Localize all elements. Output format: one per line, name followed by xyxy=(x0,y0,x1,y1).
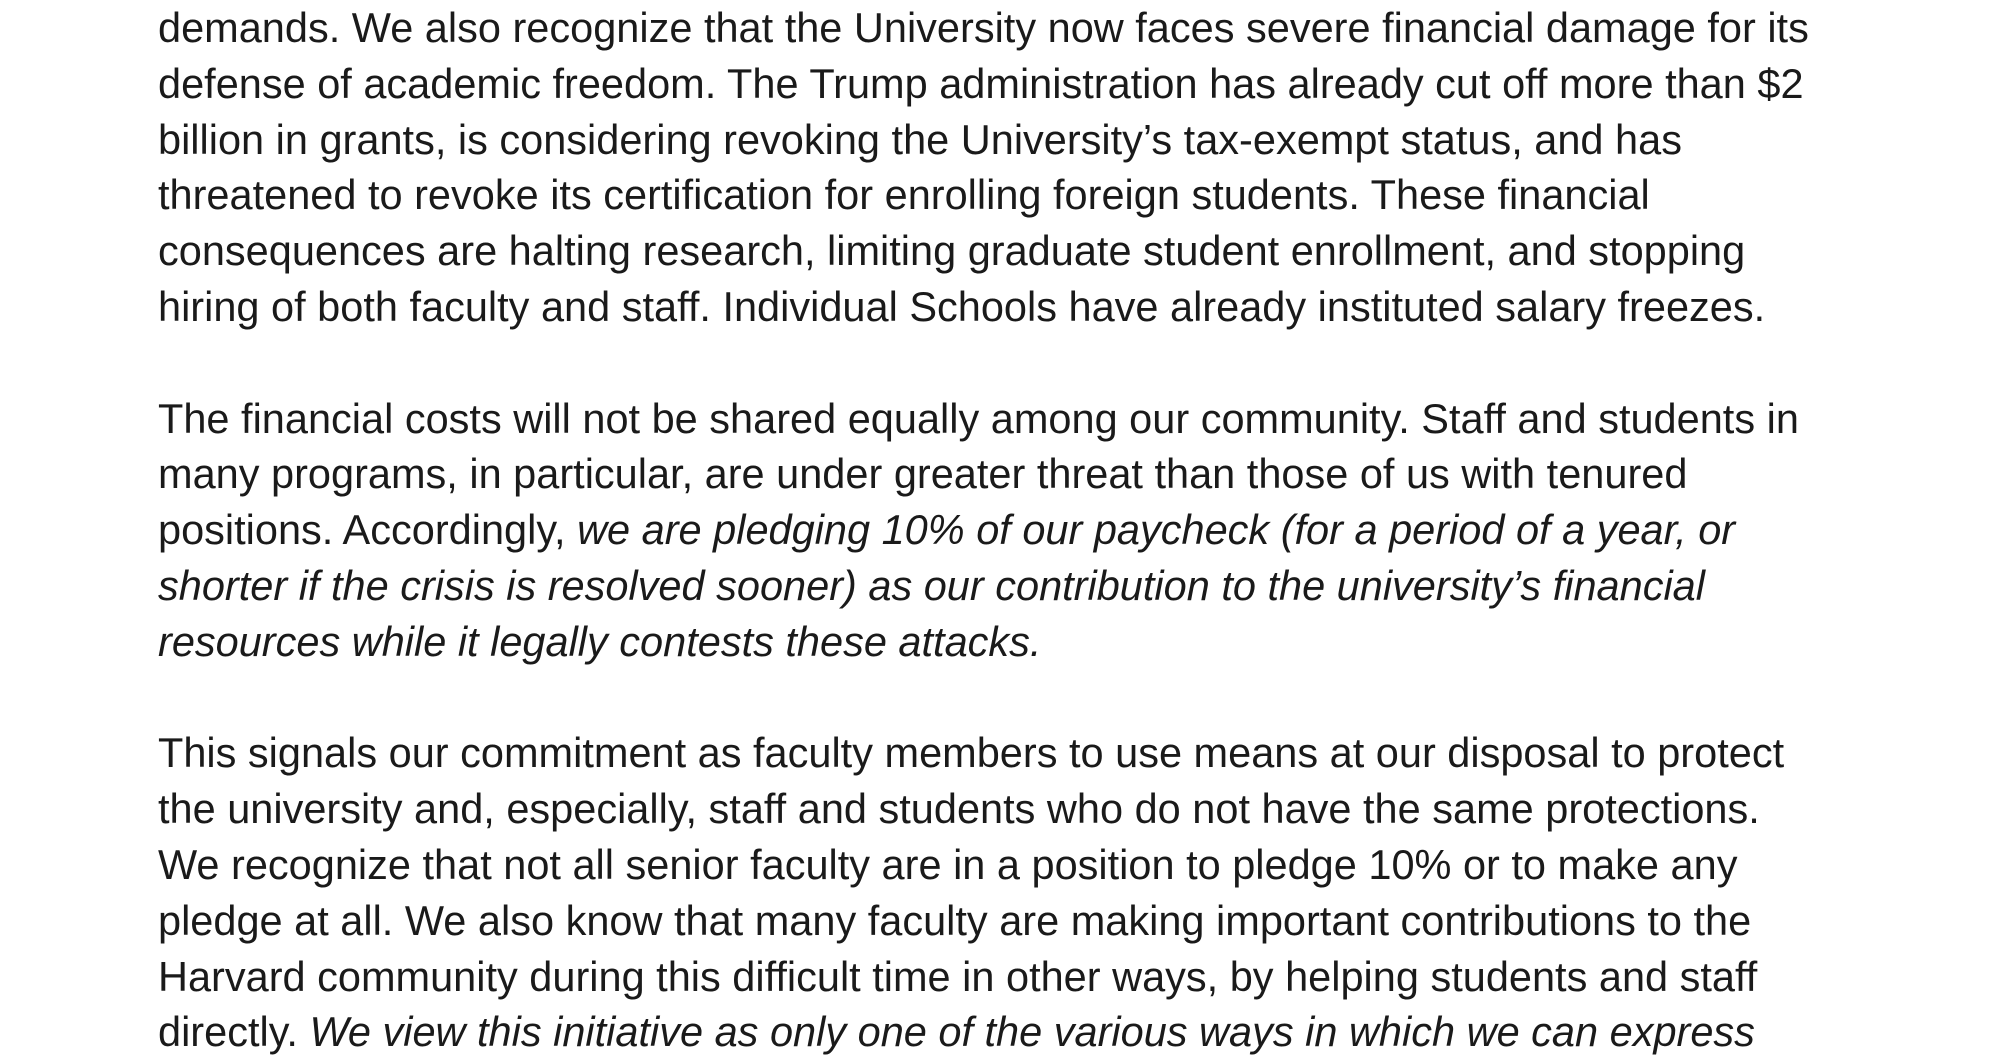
body-text: positions. Accordingly, xyxy=(158,506,578,554)
paragraph xyxy=(158,725,1958,1060)
body-text: billion in grants, is considering revoking the University’s tax-exempt status, and has xyxy=(158,115,1682,163)
text-line xyxy=(158,446,1958,502)
italic-text: We view this initiative as only one of the various ways in which we can express xyxy=(309,1008,1755,1056)
text-line xyxy=(158,1004,1958,1060)
document-body xyxy=(158,0,1958,1060)
body-text: Harvard community during this difficult time in other ways, by helping students and staff xyxy=(158,952,1758,1000)
paragraph-spacer xyxy=(158,670,1958,726)
italic-text: shorter if the crisis is resolved sooner) as our contribution to the university’s financial xyxy=(158,561,1705,609)
text-line xyxy=(158,949,1958,1005)
text-line xyxy=(158,56,1958,112)
text-line xyxy=(158,279,1958,335)
text-line xyxy=(158,112,1958,168)
text-line xyxy=(158,614,1958,670)
body-text: directly. xyxy=(158,1008,310,1056)
body-text: many programs, in particular, are under greater threat than those of us with tenured xyxy=(158,450,1688,498)
italic-text: resources while it legally contests these attacks. xyxy=(158,617,1042,665)
text-line xyxy=(158,837,1958,893)
body-text: pledge at all. We also know that many faculty are making important contributions to the xyxy=(158,896,1752,944)
text-line xyxy=(158,502,1958,558)
body-text: We recognize that not all senior faculty are in a position to pledge 10% or to make any xyxy=(158,840,1738,888)
body-text: This signals our commitment as faculty members to use means at our disposal to protect xyxy=(158,729,1785,777)
text-line xyxy=(158,781,1958,837)
text-line xyxy=(158,558,1958,614)
text-line xyxy=(158,167,1958,223)
body-text: the university and, especially, staff and students who do not have the same protections. xyxy=(158,785,1760,833)
body-text: defense of academic freedom. The Trump administration has already cut off more than $2 xyxy=(158,59,1804,107)
paragraph xyxy=(158,0,1958,335)
text-line xyxy=(158,391,1958,447)
paragraph-container xyxy=(158,0,1958,1060)
body-text: demands. We also recognize that the University now faces severe financial damage for its xyxy=(158,4,1809,51)
text-line xyxy=(158,0,1958,56)
body-text: The financial costs will not be shared equally among our community. Staff and students in xyxy=(158,394,1799,442)
italic-text: we are pledging 10% of our paycheck (for a period of a year, or xyxy=(577,506,1736,554)
text-line xyxy=(158,725,1958,781)
body-text: threatened to revoke its certification for enrolling foreign students. These financial xyxy=(158,171,1650,219)
paragraph-spacer xyxy=(158,335,1958,391)
text-line xyxy=(158,893,1958,949)
body-text: hiring of both faculty and staff. Individual Schools have already instituted salary freezes. xyxy=(158,282,1766,330)
paragraph xyxy=(158,391,1958,670)
body-text: consequences are halting research, limiting graduate student enrollment, and stopping xyxy=(158,227,1746,275)
text-line xyxy=(158,223,1958,279)
